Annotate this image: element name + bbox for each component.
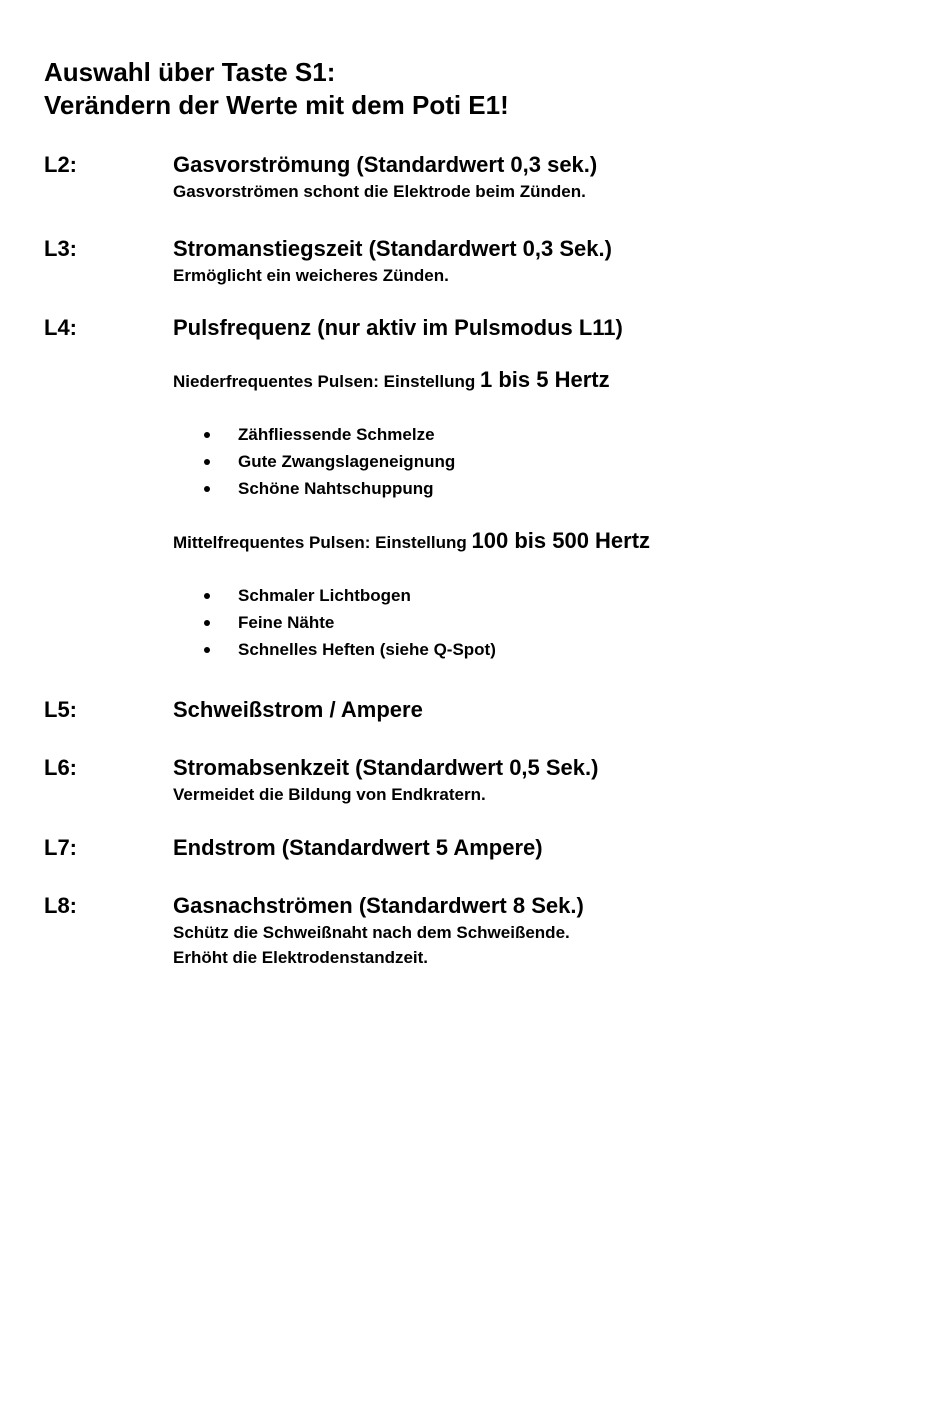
list-item: Schnelles Heften (siehe Q-Spot) xyxy=(173,636,904,663)
entry-description: Vermeidet die Bildung von Endkratern. xyxy=(173,785,486,804)
setting-label: Niederfrequentes Pulsen: Einstellung xyxy=(173,372,476,391)
list-item: Gute Zwangslageneignung xyxy=(173,448,904,475)
entry-heading: Stromabsenkzeit (Standardwert 0,5 Sek.) xyxy=(173,755,599,780)
bullet-icon xyxy=(204,486,210,492)
entry-code: L5: xyxy=(44,697,77,722)
entry-heading: Pulsfrequenz (nur aktiv im Pulsmodus L11) xyxy=(173,315,623,340)
entry-code: L7: xyxy=(44,835,77,860)
list-item: Schöne Nahtschuppung xyxy=(173,475,904,502)
entry-l6 xyxy=(44,754,904,807)
mid-frequency-setting xyxy=(173,526,904,558)
entry-description: Erhöht die Elektrodenstandzeit. xyxy=(173,948,429,967)
bullet-icon xyxy=(204,620,210,626)
list-item: Schmaler Lichtbogen xyxy=(173,582,904,609)
entry-heading: Endstrom (Standardwert 5 Ampere) xyxy=(173,835,543,860)
bullet-icon xyxy=(204,459,210,465)
entry-l2 xyxy=(44,151,904,204)
entry-l8 xyxy=(44,892,904,970)
entry-heading: Stromanstiegszeit (Standardwert 0,3 Sek.) xyxy=(173,236,612,261)
entry-description: Schütz die Schweißnaht nach dem Schweißende. xyxy=(173,923,570,942)
list-item: Zähfliessende Schmelze xyxy=(173,421,904,448)
entry-code: L6: xyxy=(44,755,77,780)
entry-description: Ermöglicht ein weicheres Zünden. xyxy=(173,266,449,285)
entry-l5 xyxy=(44,696,904,724)
bullet-icon xyxy=(204,593,210,599)
entry-code: L4: xyxy=(44,315,77,340)
title-line-2: Verändern der Werte mit dem Poti E1! xyxy=(44,90,509,120)
mid-frequency-list xyxy=(173,582,904,663)
setting-range: 1 bis 5 Hertz xyxy=(480,367,610,392)
setting-range: 100 bis 500 Hertz xyxy=(471,528,651,553)
document-page xyxy=(44,56,904,970)
low-frequency-setting xyxy=(173,365,904,397)
entry-description: Gasvorströmen schont die Elektrode beim Zünden. xyxy=(173,182,586,201)
low-frequency-list xyxy=(173,421,904,502)
page-title xyxy=(44,56,904,122)
entry-l3 xyxy=(44,235,904,288)
entry-code: L3: xyxy=(44,236,77,261)
bullet-icon xyxy=(204,647,210,653)
entry-code: L8: xyxy=(44,893,77,918)
list-item: Feine Nähte xyxy=(173,609,904,636)
title-line-1: Auswahl über Taste S1: xyxy=(44,57,336,87)
setting-label: Mittelfrequentes Pulsen: Einstellung xyxy=(173,533,467,552)
entry-l7 xyxy=(44,834,904,862)
entry-l4 xyxy=(44,314,904,663)
entry-heading: Gasvorströmung (Standardwert 0,3 sek.) xyxy=(173,152,598,177)
entry-heading: Gasnachströmen (Standardwert 8 Sek.) xyxy=(173,893,584,918)
bullet-icon xyxy=(204,432,210,438)
entry-heading: Schweißstrom / Ampere xyxy=(173,697,423,722)
entry-code: L2: xyxy=(44,152,77,177)
